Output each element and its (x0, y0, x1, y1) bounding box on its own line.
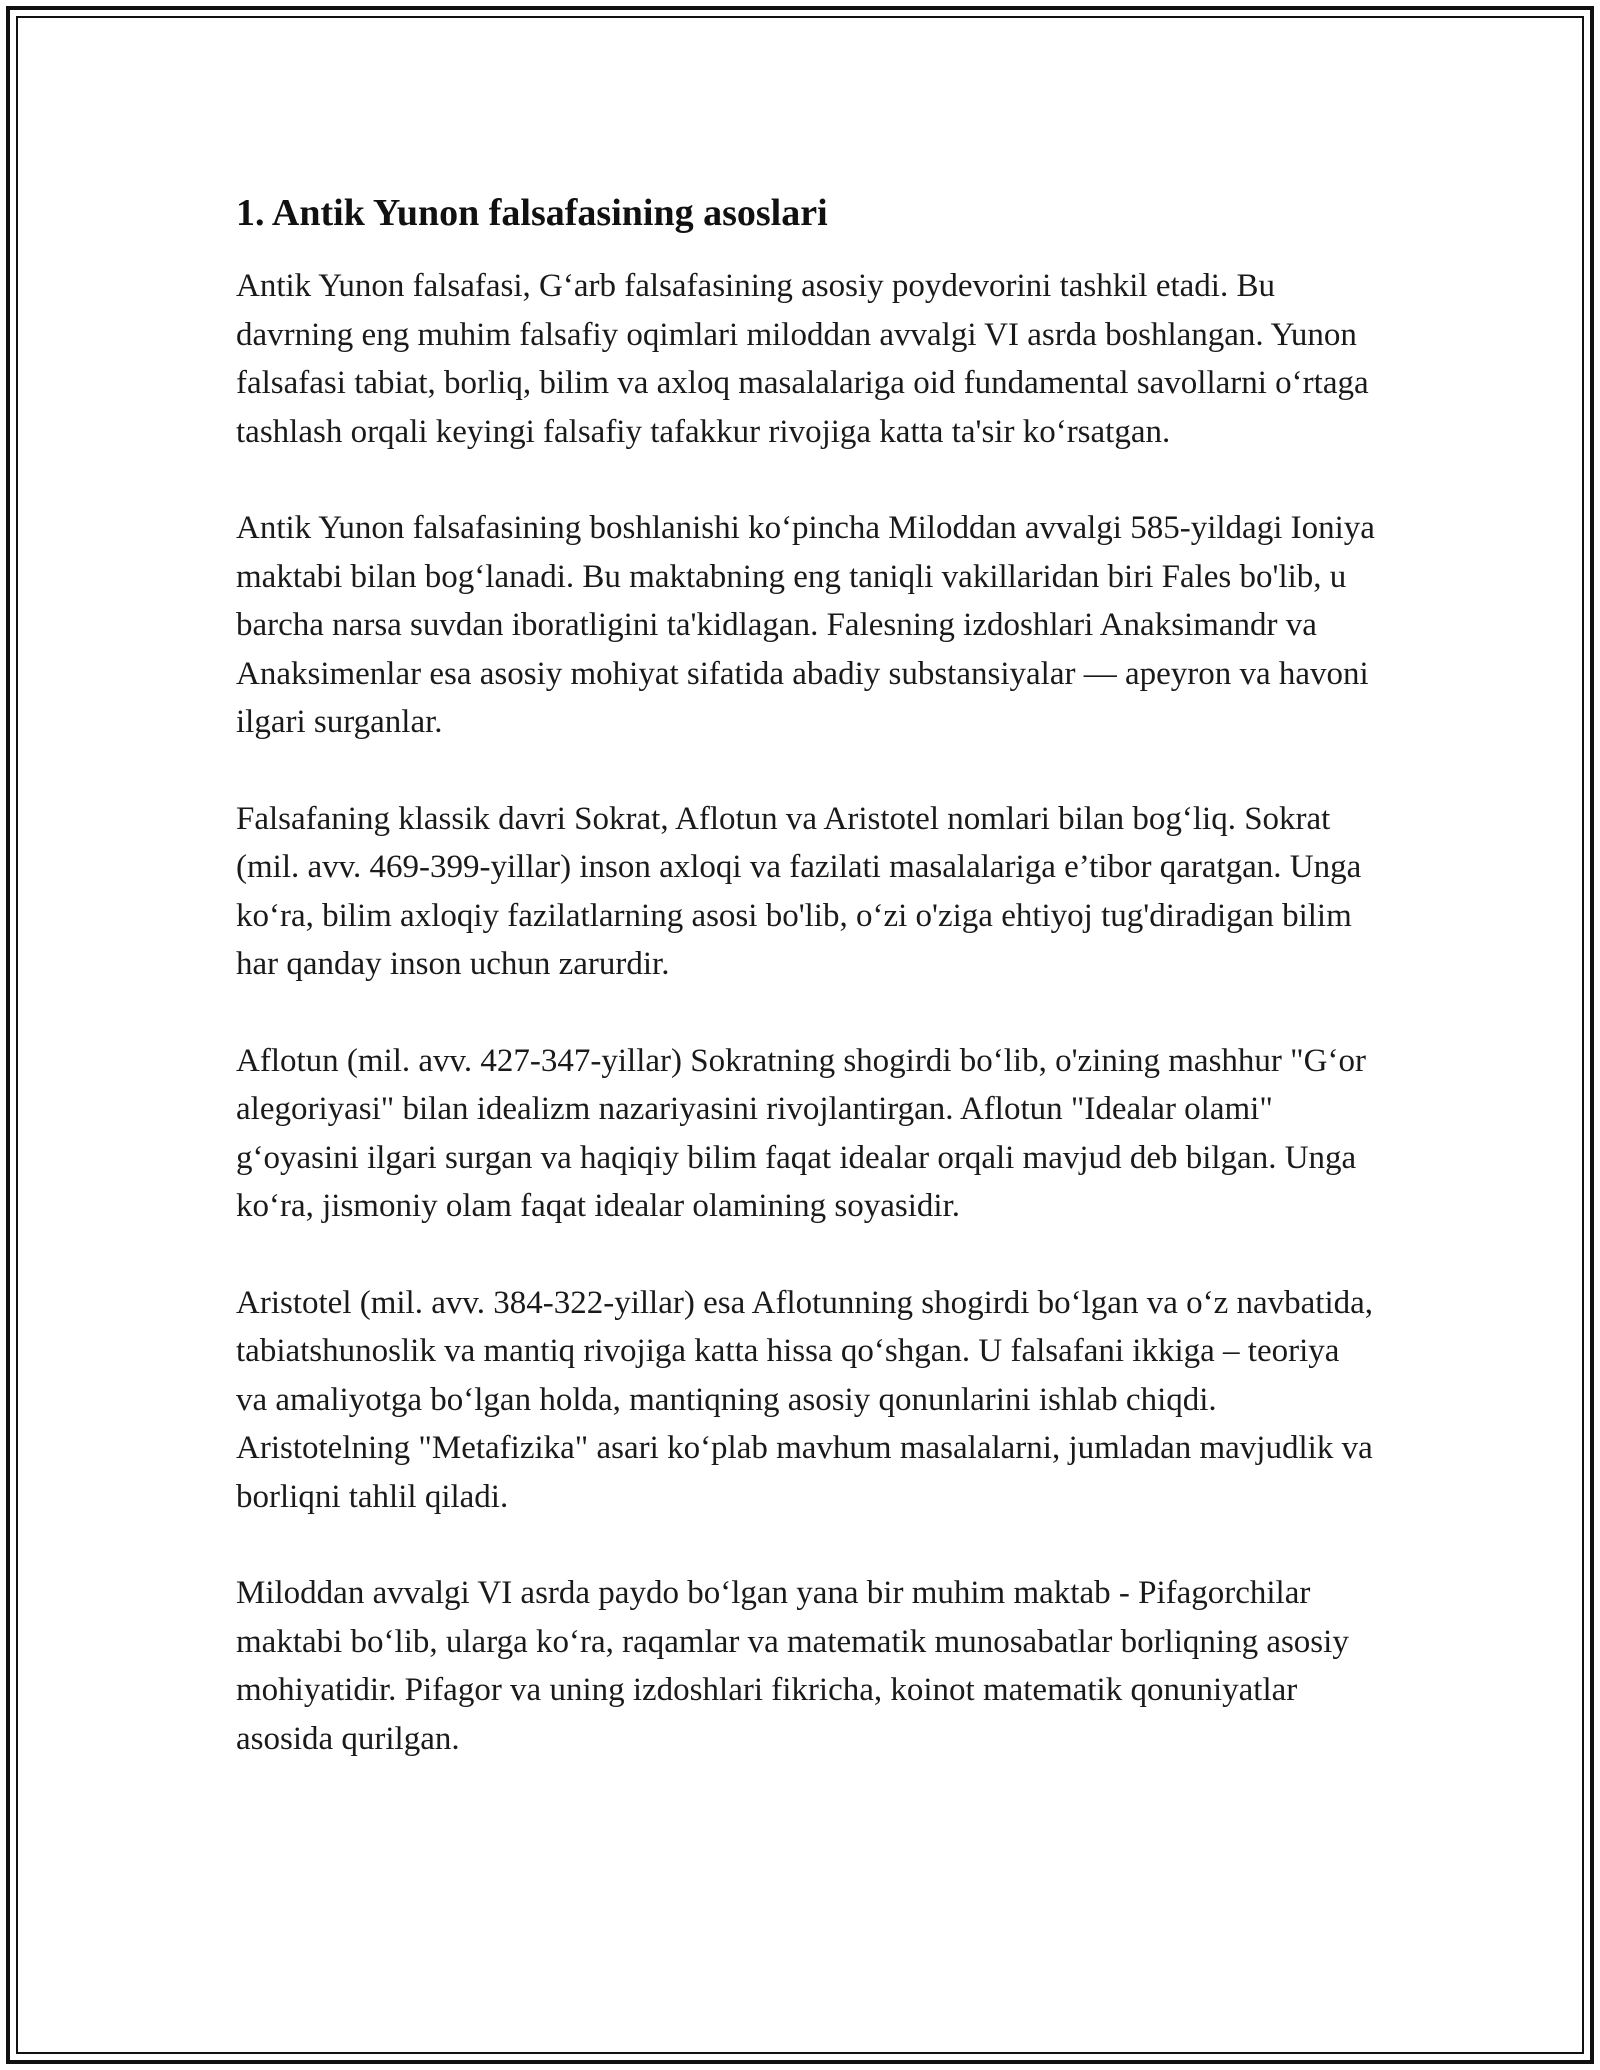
paragraph-intro: Antik Yunon falsafasi, G‘arb falsafasining asosiy poydevorini tashkil etadi. Bu davrning eng muhim falsafiy oqimlari miloddan avvalgi VI asrda boshlangan. Yunon falsafasi tabiat, borliq, bilim va axloq masalalariga oid fundamental savollarni o‘rtaga tashlash orqali keyingi falsafiy tafakkur rivojiga katta ta'sir ko‘rsatgan. (236, 268, 1369, 450)
paragraph-ionian-school: Antik Yunon falsafasining boshlanishi ko‘pincha Miloddan avvalgi 585-yildagi Ioniya maktabi bilan bog‘lanadi. Bu maktabning eng taniqli vakillaridan biri Fales bo'lib, u barcha narsa suvdan iboratligini ta'kidlagan. Falesning izdoshlari Anaksimandr va Anaksimenlar esa asosiy mohiyat sifatida abadiy substansiyalar — apeyron va havoni ilgari surganlar. (236, 510, 1375, 740)
document-body (236, 188, 1376, 1811)
section-heading: 1. Antik Yunon falsafasining asoslari (236, 192, 828, 234)
paragraph-aristotle: Aristotel (mil. avv. 384-322-yillar) esa Aflotunning shogirdi bo‘lgan va o‘z navbatida, tabiatshunoslik va mantiq rivojiga katta hissa qo‘shgan. U falsafani ikkiga – teoriya va amaliyotga bo‘lgan holda, mantiqning asosiy qonunlarini ishlab chiqdi. Aristotelning "Metafizika" asari ko‘plab mavhum masalalarni, jumladan mavjudlik va borliqni tahlil qiladi. (236, 1284, 1374, 1515)
paragraph-plato: Aflotun (mil. avv. 427-347-yillar) Sokratning shogirdi bo‘lib, o'zining mashhur "G‘or alegoriyasi" bilan idealizm nazariyasini rivojlantirgan. Aflotun "Idealar olami" g‘oyasini ilgari surgan va haqiqiy bilim faqat idealar orqali mavjud deb bilgan. Unga ko‘ra, jismoniy olam faqat idealar olamining soyasidir. (236, 1042, 1366, 1224)
paragraph-pythagoreans: Miloddan avvalgi VI asrda paydo bo‘lgan yana bir muhim maktab - Pifagorchilar maktabi bo‘lib, ularga ko‘ra, raqamlar va matematik munosabatlar borliqning asosiy mohiyatidir. Pifagor va uning izdoshlari fikricha, koinot matematik qonuniyatlar asosida qurilgan. (236, 1575, 1349, 1757)
paragraph-classical-period: Falsafaning klassik davri Sokrat, Aflotun va Aristotel nomlari bilan bog‘liq. Sokrat (mil. avv. 469-399-yillar) inson axloqi va fazilati masalalariga e’tibor qaratgan. Unga ko‘ra, bilim axloqiy fazilatlarning asosi bo'lib, o‘zi o'ziga ehtiyoj tug'diradigan bilim har qanday inson uchun zarurdir. (236, 800, 1362, 982)
